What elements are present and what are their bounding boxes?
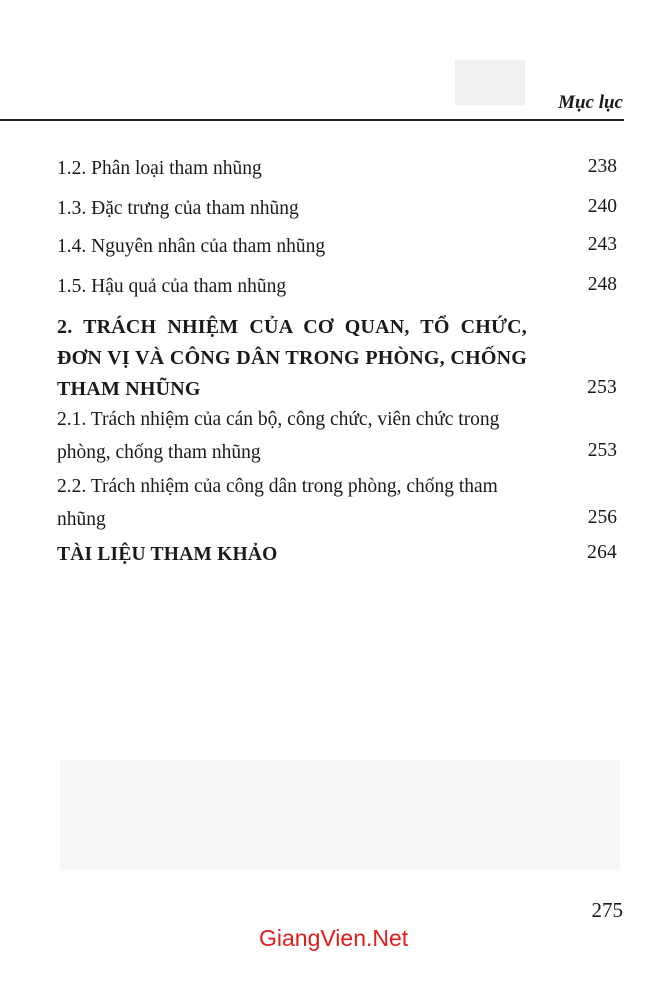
toc-entry [57,470,617,536]
toc-entry-text: 1.2. Phân loại tham nhũng [57,158,262,179]
toc-entry-page: 256 [587,507,617,528]
toc-entry [57,403,617,469]
toc-entry-text: 2.1. Trách nhiệm của cán bộ, công chức, viên chức trong phòng, chống tham nhũng [57,409,500,463]
toc-entry-text: 1.3. Đặc trưng của tham nhũng [57,198,299,219]
watermark: GiangVien.Net [259,925,409,951]
toc-entry-text: TÀI LIỆU THAM KHẢO [57,544,278,565]
page-number: 275 [591,898,623,922]
scan-noise [60,760,620,870]
header-rule [0,119,624,121]
toc-entry-page: 248 [587,274,617,295]
toc-entry [57,270,617,303]
toc-entry-page: 238 [587,156,617,177]
toc-entry-page: 243 [587,234,617,255]
toc-entry-page: 253 [587,440,617,461]
toc-entry [57,152,617,185]
toc-entry-page: 253 [587,377,617,398]
toc-entry-page: 240 [587,196,617,217]
toc-section-heading [57,538,617,571]
toc-section-heading [57,312,617,405]
toc-entry-page: 264 [587,542,617,563]
toc-entry-text: 1.5. Hậu quả của tham nhũng [57,276,287,297]
toc-entry [57,230,617,263]
running-header-title: Mục lục [558,92,623,113]
scan-noise [455,60,525,105]
toc-entry-text: 1.4. Nguyên nhân của tham nhũng [57,236,326,257]
toc-entry-text: 2. TRÁCH NHIỆM CỦA CƠ QUAN, TỔ CHỨC, ĐƠN VỊ VÀ CÔNG DÂN TRONG PHÒNG, CHỐNG THAM NHŨNG [57,316,527,400]
toc-entry [57,192,617,225]
toc-entry-text: 2.2. Trách nhiệm của công dân trong phòng, chống tham nhũng [57,476,498,530]
